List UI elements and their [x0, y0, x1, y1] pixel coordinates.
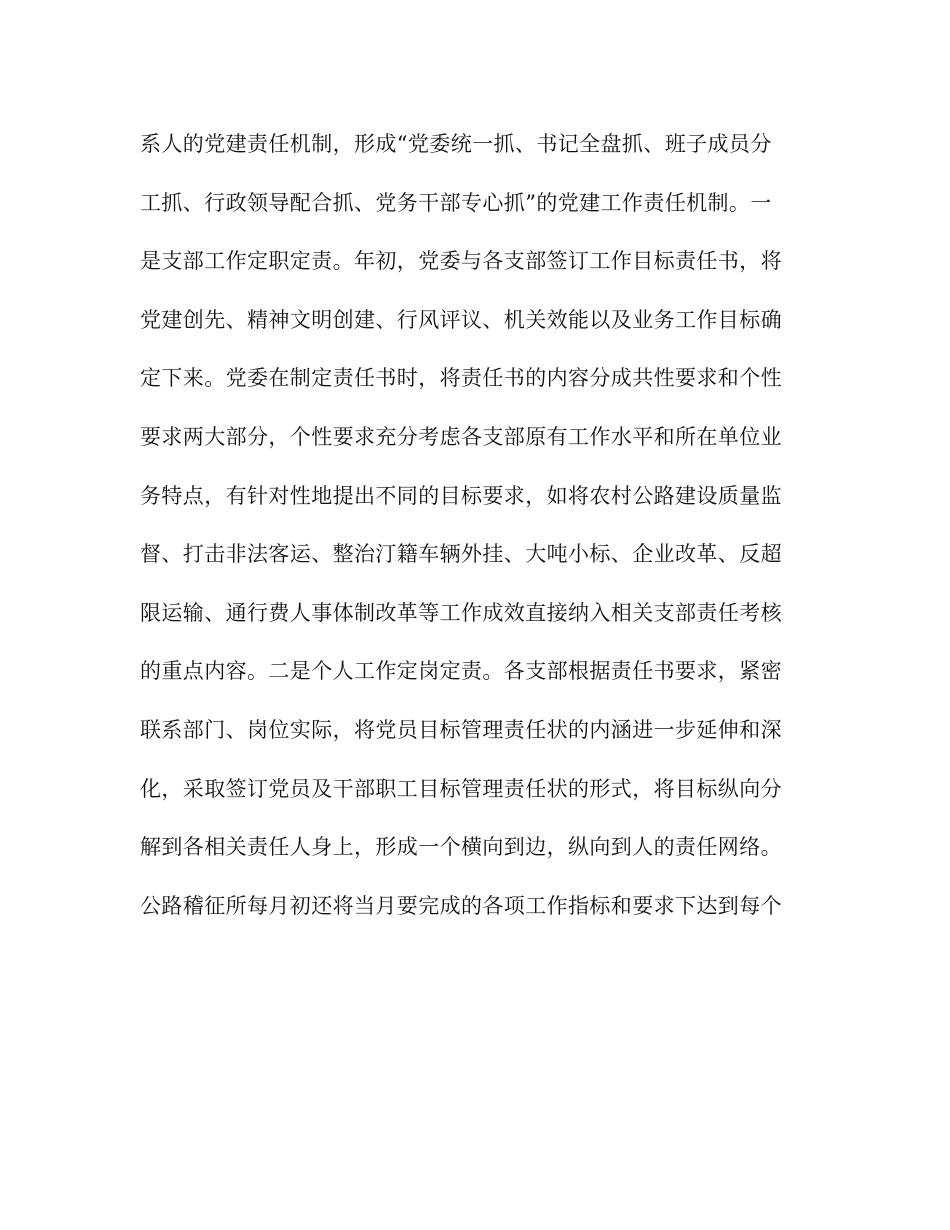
text-line: 限运输、通行费人事体制改革等工作成效直接纳入相关支部责任考核: [140, 600, 782, 625]
text-line: 解到各相关责任人身上，形成一个横向到边，纵向到人的责任网络。: [140, 835, 782, 860]
body-text: [140, 122, 810, 942]
text-line: 务特点，有针对性地提出不同的目标要求，如将农村公路建设质量监: [140, 483, 782, 508]
text-line: 党建创先、精神文明创建、行风评议、机关效能以及业务工作目标确: [140, 307, 782, 332]
text-line: 要求两大部分，个性要求充分考虑各支部原有工作水平和所在单位业: [140, 424, 782, 449]
text-line: 定下来。党委在制定责任书时，将责任书的内容分成共性要求和个性: [140, 366, 782, 391]
text-line: 系人的党建责任机制，形成“党委统一抓、书记全盘抓、班子成员分: [140, 132, 772, 156]
text-line: 的重点内容。二是个人工作定岗定责。各支部根据责任书要求，紧密: [140, 659, 782, 684]
text-line: 化，采取签订党员及干部职工目标管理责任状的形式，将目标纵向分: [140, 776, 782, 801]
text-line: 工抓、行政领导配合抓、党务干部专心抓”的党建工作责任机制。一: [140, 190, 772, 215]
text-line: 是支部工作定职定责。年初，党委与各支部签订工作目标责任书，将: [140, 249, 782, 274]
text-line: 联系部门、岗位实际，将党员目标管理责任状的内涵进一步延伸和深: [140, 717, 782, 742]
text-line: 督、打击非法客运、整治汀籍车辆外挂、大吨小标、企业改革、反超: [140, 542, 782, 567]
text-line: 公路稽征所每月初还将当月要完成的各项工作指标和要求下达到每个: [140, 893, 782, 918]
